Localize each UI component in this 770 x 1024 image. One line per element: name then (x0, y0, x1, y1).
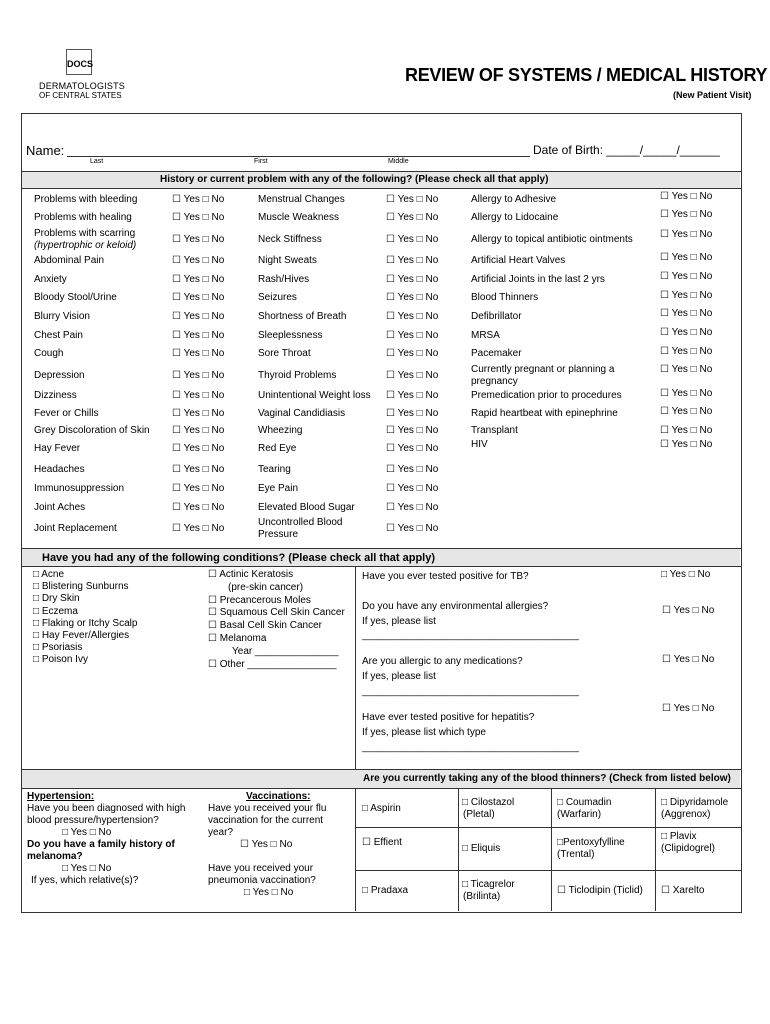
history-item-label: Wheezing (258, 425, 303, 436)
history-item-label: Sore Throat (258, 348, 311, 359)
history-item-yes-no[interactable]: ☐ Yes □ No (172, 425, 225, 436)
condition-checkbox[interactable]: □ Dry Skin (33, 593, 80, 605)
relatives-label: If yes, which relative(s)? (31, 875, 139, 886)
history-item-yes-no[interactable]: ☐ Yes □ No (172, 483, 225, 494)
effient-checkbox[interactable]: ☐ Effient (362, 837, 402, 848)
history-item-label: Anxiety (34, 274, 67, 285)
condition-checkbox[interactable]: □ Eczema (33, 605, 78, 617)
history-item-label: Allergy to Lidocaine (471, 212, 559, 223)
history-item-label: Allergy to topical antibiotic ointments (471, 234, 633, 245)
history-item-yes-no[interactable]: ☐ Yes □ No (386, 274, 439, 285)
history-item-yes-no[interactable]: ☐ Yes □ No (172, 443, 225, 454)
history-item-label: Blurry Vision (34, 311, 90, 322)
med-allergy-yes-no[interactable]: ☐ Yes □ No (662, 654, 715, 665)
history-item-label: Bloody Stool/Urine (34, 292, 117, 303)
history-item-label: Pacemaker (471, 348, 522, 359)
history-item-label: Joint Aches (34, 502, 86, 513)
history-item-label: Chest Pain (34, 330, 83, 341)
divider (551, 788, 552, 911)
history-item-label: Depression (34, 370, 85, 381)
history-item-yes-no[interactable]: ☐ Yes □ No (386, 502, 439, 513)
history-item-label: Artificial Heart Valves (471, 255, 566, 266)
history-item-label: Problems with bleeding (34, 194, 138, 205)
logo-text: DOCS (67, 59, 94, 69)
history-item-label: Night Sweats (258, 255, 317, 266)
condition-checkbox[interactable]: ☐ Precancerous Moles (208, 594, 311, 606)
divider (355, 566, 356, 769)
history-item-yes-no[interactable]: ☐ Yes □ No (386, 464, 439, 475)
name-label: Name: (26, 143, 65, 158)
pneumonia-vaccine-question-cont: pneumonia vaccination? (208, 875, 316, 886)
org-name-line2: OF CENTRAL STATES (39, 91, 122, 100)
history-item-yes-no[interactable]: ☐ Yes □ No (386, 255, 439, 266)
history-item-label: Shortness of Breath (258, 311, 347, 322)
history-item-yes-no[interactable]: ☐ Yes □ No (386, 523, 439, 534)
hypertension-question: Have you been diagnosed with high (27, 803, 186, 814)
page-subtitle: (New Patient Visit) (673, 90, 752, 100)
history-item-yes-no[interactable]: ☐ Yes □ No (386, 194, 439, 205)
flu-vaccine-question-cont: vaccination for the current (208, 815, 324, 826)
hepatitis-list-label: If yes, please list which type (362, 727, 486, 738)
flu-vaccine-question-cont2: year? (208, 827, 234, 838)
plavix-checkbox[interactable]: □ Plavix (661, 831, 697, 842)
flu-vaccine-yes-no[interactable]: ☐ Yes □ No (240, 839, 293, 850)
history-item-yes-no[interactable]: ☐ Yes □ No (660, 252, 713, 263)
history-item-yes-no[interactable]: ☐ Yes □ No (660, 364, 713, 375)
divider (458, 788, 459, 911)
history-item-yes-no[interactable]: ☐ Yes □ No (172, 502, 225, 513)
history-item-yes-no[interactable]: ☐ Yes □ No (660, 191, 713, 202)
history-item-label: Muscle Weakness (258, 212, 339, 223)
section1-title: History or current problem with any of the following? (Please check all that apply) (160, 174, 549, 185)
history-item-label: Fever or Chills (34, 408, 99, 419)
history-item-label: Cough (34, 348, 64, 359)
history-item-yes-no[interactable]: ☐ Yes □ No (660, 209, 713, 220)
hypertension-question-cont: blood pressure/hypertension? (27, 815, 159, 826)
pradaxa-checkbox[interactable]: □ Pradaxa (362, 885, 409, 896)
middle-label: Middle (388, 158, 409, 165)
dob-field[interactable]: Date of Birth: _____/_____/______ (533, 143, 720, 157)
history-item-label: Thyroid Problems (258, 370, 337, 381)
org-name-line1: DERMATOLOGISTS (39, 81, 125, 91)
history-item-yes-no[interactable]: ☐ Yes □ No (172, 292, 225, 303)
med-allergy-line[interactable]: _______________________________________ (362, 686, 579, 697)
hepatitis-line[interactable]: _______________________________________ (362, 742, 579, 753)
divider (355, 788, 356, 911)
condition-detail: (pre-skin cancer) (228, 581, 304, 593)
history-item-yes-no[interactable]: ☐ Yes □ No (172, 274, 225, 285)
history-item-yes-no[interactable]: ☐ Yes □ No (660, 229, 713, 240)
history-item-yes-no[interactable]: ☐ Yes □ No (660, 406, 713, 417)
history-item-label: Abdominal Pain (34, 255, 105, 266)
history-item-yes-no[interactable]: ☐ Yes □ No (172, 234, 225, 245)
condition-checkbox[interactable]: □ Hay Fever/Allergies (33, 630, 130, 641)
history-item-label: Premedication prior to procedures (471, 390, 622, 401)
history-item-label: Dizziness (34, 390, 77, 401)
history-item-label: Menstrual Changes (258, 194, 345, 205)
history-item-label: Hay Fever (34, 443, 81, 454)
env-allergy-yes-no[interactable]: ☐ Yes □ No (662, 605, 715, 616)
history-item-label: Vaginal Candidiasis (258, 408, 346, 419)
med-allergy-question: Are you allergic to any medications? (362, 656, 523, 667)
history-item-yes-no[interactable]: ☐ Yes □ No (386, 370, 439, 381)
history-item-label: Immunosuppression (34, 483, 125, 494)
history-item-yes-no[interactable]: ☐ Yes □ No (660, 425, 713, 436)
history-item-yes-no[interactable]: ☐ Yes □ No (172, 523, 225, 534)
ticagrelor-brand: (Brilinta) (463, 891, 501, 902)
history-item-yes-no[interactable]: ☐ Yes □ No (386, 425, 439, 436)
history-item-yes-no[interactable]: ☐ Yes □ No (172, 464, 225, 475)
divider (355, 827, 741, 828)
hepatitis-question: Have ever tested positive for hepatitis? (362, 712, 535, 723)
section2-title: Have you had any of the following conditions? (Please check all that apply) (42, 552, 436, 564)
flu-vaccine-question: Have you received your flu (208, 803, 327, 814)
history-item-label: Unintentional Weight loss (258, 390, 371, 401)
history-item-label: Grey Discoloration of Skin (34, 425, 150, 436)
history-item-yes-no[interactable]: ☐ Yes □ No (386, 443, 439, 454)
history-item-yes-no[interactable]: ☐ Yes □ No (386, 390, 439, 401)
history-item-yes-no[interactable]: ☐ Yes □ No (172, 390, 225, 401)
history-item-label: Blood Thinners (471, 292, 539, 303)
condition-checkbox[interactable]: □ Psoriasis (33, 642, 83, 654)
family-melanoma-question: Do you have a family history of (27, 839, 175, 850)
history-item-yes-no[interactable]: ☐ Yes □ No (172, 370, 225, 381)
eliquis-checkbox[interactable]: □ Eliquis (462, 843, 501, 854)
condition-checkbox[interactable]: □ Poison Ivy (33, 654, 88, 666)
family-melanoma-yes-no[interactable]: □ Yes □ No (62, 863, 112, 874)
history-item-label: Defibrillator (471, 311, 522, 322)
history-item-label: Rash/Hives (258, 274, 310, 285)
condition-checkbox[interactable]: ☐ Actinic Keratosis (208, 569, 294, 580)
history-item-label: Artificial Joints in the last 2 yrs (471, 274, 605, 285)
history-item-yes-no[interactable]: ☐ Yes □ No (386, 311, 439, 322)
history-item-label: Rapid heartbeat with epinephrine (471, 408, 618, 419)
last-label: Last (90, 158, 104, 165)
history-item-yes-no[interactable]: ☐ Yes □ No (660, 327, 713, 338)
divider (21, 788, 741, 789)
condition-checkbox[interactable]: □ Blistering Sunburns (33, 581, 129, 593)
name-line[interactable] (67, 156, 530, 157)
history-item-label: Sleeplessness (258, 330, 323, 341)
first-label: First (254, 158, 268, 165)
history-item-label: Seizures (258, 292, 297, 303)
divider (21, 188, 741, 189)
section3-title: Are you currently taking any of the blood thinners? (Check from listed below) (363, 773, 731, 784)
vaccinations-title: Vaccinations: (246, 791, 311, 802)
coumadin-brand: (Warfarin) (557, 809, 602, 820)
condition-checkbox[interactable]: ☐ Basal Cell Skin Cancer (208, 620, 323, 632)
history-item-yes-no[interactable]: ☐ Yes □ No (172, 255, 225, 266)
history-item-yes-no[interactable]: ☐ Yes □ No (386, 330, 439, 341)
history-item-label: Red Eye (258, 443, 297, 454)
family-melanoma-question-cont: melanoma? (27, 851, 83, 862)
condition-checkbox[interactable]: □ Acne (33, 569, 65, 580)
divider (21, 566, 741, 567)
history-item-label: Pressure (258, 529, 299, 540)
history-item-yes-no[interactable]: ☐ Yes □ No (386, 212, 439, 223)
history-item-yes-no[interactable]: ☐ Yes □ No (172, 348, 225, 359)
ticlid-checkbox[interactable]: ☐ Ticlodipin (Ticlid) (557, 885, 643, 896)
history-item-yes-no[interactable]: ☐ Yes □ No (660, 388, 713, 399)
cilostazol-checkbox[interactable]: □ Cilostazol (462, 797, 515, 808)
pneumonia-vaccine-question: Have you received your (208, 863, 314, 874)
page-title: REVIEW OF SYSTEMS / MEDICAL HISTORY (405, 65, 768, 85)
history-item-label: Problems with healing (34, 212, 132, 223)
history-item-label: Transplant (471, 425, 518, 436)
history-item-label: Allergy to Adhesive (471, 194, 557, 205)
history-item-yes-no[interactable]: ☐ Yes □ No (386, 408, 439, 419)
xarelto-checkbox[interactable]: ☐ Xarelto (661, 885, 705, 896)
history-item-label: Eye Pain (258, 483, 299, 494)
history-item-sublabel: (hypertrophic or keloid) (34, 240, 137, 251)
history-item-label: Neck Stiffness (258, 234, 322, 245)
condition-checkbox[interactable]: ☐ Other ________________ (208, 658, 337, 670)
history-item-label: Joint Replacement (34, 523, 117, 534)
divider (355, 870, 741, 871)
med-allergy-list-label: If yes, please list (362, 671, 436, 682)
history-item-yes-no[interactable]: ☐ Yes □ No (172, 194, 225, 205)
history-item-label: pregnancy (471, 376, 518, 387)
dipyridamole-brand: (Aggrenox) (661, 809, 711, 820)
tb-question: Have you ever tested positive for TB? (362, 571, 529, 582)
history-item-yes-no[interactable]: ☐ Yes □ No (660, 308, 713, 319)
condition-checkbox[interactable]: □ Flaking or Itchy Scalp (33, 617, 138, 629)
history-item-yes-no[interactable]: ☐ Yes □ No (172, 408, 225, 419)
history-item-yes-no[interactable]: ☐ Yes □ No (386, 483, 439, 494)
pentoxyfylline-checkbox[interactable]: □Pentoxyfylline (557, 837, 625, 848)
env-allergy-list-label: If yes, please list (362, 616, 436, 627)
history-item-label: Tearing (258, 464, 291, 475)
coumadin-checkbox[interactable]: □ Coumadin (557, 797, 612, 808)
history-item-yes-no[interactable]: ☐ Yes □ No (660, 439, 713, 450)
history-item-label: HIV (471, 439, 488, 450)
history-item-yes-no[interactable]: ☐ Yes □ No (386, 348, 439, 359)
divider (655, 788, 656, 911)
condition-checkbox[interactable]: ☐ Squamous Cell Skin Cancer (208, 607, 345, 619)
dipyridamole-checkbox[interactable]: □ Dipyridamole (661, 797, 729, 808)
aspirin-checkbox[interactable]: □ Aspirin (362, 803, 401, 814)
env-allergy-line[interactable]: _______________________________________ (362, 630, 579, 641)
history-item-label: Currently pregnant or planning a (471, 364, 615, 375)
history-item-label: Problems with scarring (34, 228, 136, 239)
condition-detail[interactable]: Year _______________ (232, 645, 339, 657)
hypertension-yes-no[interactable]: □ Yes □ No (62, 827, 112, 838)
hypertension-title: Hypertension: (27, 791, 95, 802)
history-item-yes-no[interactable]: ☐ Yes □ No (660, 290, 713, 301)
pentoxyfylline-brand: (Trental) (557, 849, 595, 860)
pneumonia-vaccine-yes-no[interactable]: □ Yes □ No (244, 887, 294, 898)
history-item-yes-no[interactable]: ☐ Yes □ No (660, 346, 713, 357)
history-item-label: Headaches (34, 464, 85, 475)
history-item-yes-no[interactable]: ☐ Yes □ No (172, 311, 225, 322)
history-item-yes-no[interactable]: ☐ Yes □ No (386, 234, 439, 245)
history-item-yes-no[interactable]: ☐ Yes □ No (660, 271, 713, 282)
history-item-label: Uncontrolled Blood (258, 517, 343, 528)
plavix-brand: (Clipidogrel) (661, 843, 715, 854)
history-item-label: Elevated Blood Sugar (258, 502, 355, 513)
history-item-yes-no[interactable]: ☐ Yes □ No (172, 212, 225, 223)
env-allergy-question: Do you have any environmental allergies? (362, 601, 549, 612)
history-item-yes-no[interactable]: ☐ Yes □ No (386, 292, 439, 303)
cilostazol-brand: (Pletal) (463, 809, 495, 820)
condition-checkbox[interactable]: ☐ Melanoma (208, 633, 267, 644)
history-item-label: MRSA (471, 330, 500, 341)
ticagrelor-checkbox[interactable]: □ Ticagrelor (462, 879, 515, 890)
tb-yes-no[interactable]: □ Yes □ No (661, 569, 711, 580)
history-item-yes-no[interactable]: ☐ Yes □ No (172, 330, 225, 341)
hepatitis-yes-no[interactable]: ☐ Yes □ No (662, 703, 715, 714)
